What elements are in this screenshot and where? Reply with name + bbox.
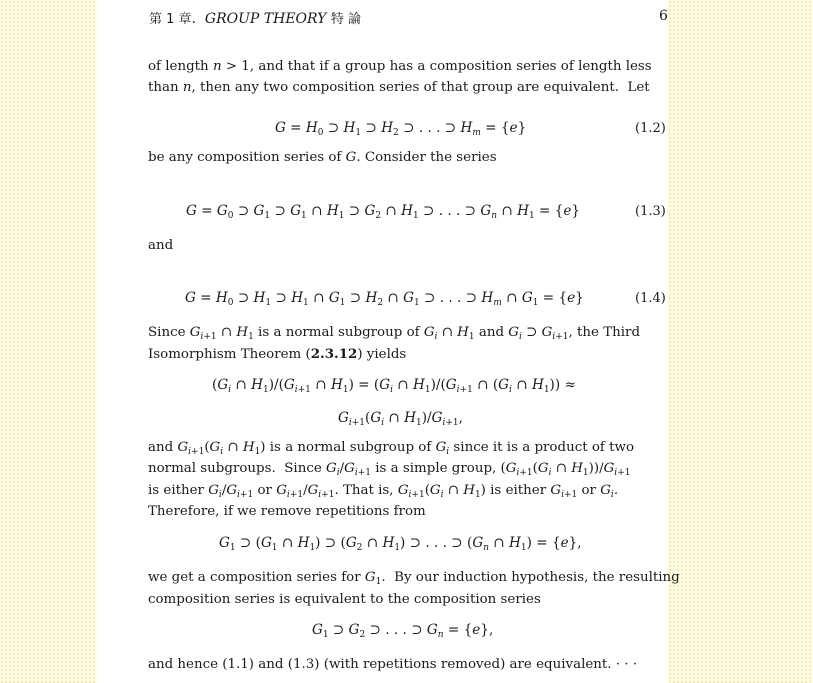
equation: $G_{i+1}(G_i$ ∩ $H_1)/G_{i+1}$, [338, 410, 463, 428]
page-number: 6 [659, 8, 668, 24]
equation: ($G_i$ ∩ $H_1)/(G_{i+1}$ ∩ $H_1) = (G_i$ ∩ $H_1)/(G_{i+1}$ ∩ ($G_i$ ∩ $H_1$)) ≈ [212, 377, 576, 395]
paragraph-line: and $G_{i+1}(G_i$ ∩ $H_1$) is a normal subgroup of $G_i$ since it is a product of two [148, 440, 635, 457]
running-header: 第 1 章. GROUP THEORY 特 論 [149, 11, 361, 27]
paragraph-line: normal subgroups. Since $G_i/G_{i+1}$ is a simple group, ($G_{i+1}(G_i$ ∩ $H_1))/G_{i+1}$ [148, 461, 631, 478]
equation: $G = H_0$ ⊃ $H_1$ ⊃ $H_2$ ⊃ . . . ⊃ $H_m = \{e\}$ [275, 120, 527, 138]
equation: $G_1$ ⊃ ($G_1$ ∩ $H_1$) ⊃ ($G_2$ ∩ $H_1$) ⊃ . . . ⊃ ($G_n$ ∩ $H_1) = \{e\}$, [219, 535, 582, 553]
equation-number: (1.2) [635, 121, 666, 136]
paragraph-line: is either $G_i/G_{i+1}$ or $G_{i+1}/G_{i+1}$. That is, $G_{i+1}(G_i$ ∩ $H_1$) is either $G_{i+1}$ or $G_i$. [148, 483, 619, 500]
paragraph-line: than n, then any two composition series of that group are equivalent. Let [148, 80, 650, 95]
paragraph-text: ) yields [357, 347, 407, 362]
paragraph-line: be any composition series of G. Consider the series [148, 150, 497, 165]
equation: $G = G_0$ ⊃ $G_1$ ⊃ $G_1$ ∩ $H_1$ ⊃ $G_2$ ∩ $H_1$ ⊃ . . . ⊃ $G_n$ ∩ $H_1 = \{e\}$ [186, 203, 581, 221]
document-page [97, 0, 680, 683]
paragraph-line: Therefore, if we remove repetitions from [148, 504, 426, 519]
paragraph-line: of length n > 1, and that if a group has a composition series of length less [148, 59, 652, 74]
equation: $G = H_0$ ⊃ $H_1$ ⊃ $H_1$ ∩ $G_1$ ⊃ $H_2$ ∩ $G_1$ ⊃ . . . ⊃ $H_m$ ∩ $G_1 = \{e\}$ [185, 290, 584, 308]
theorem-reference: 2.3.12 [310, 346, 358, 362]
paragraph-text: Isomorphism Theorem ( [148, 347, 311, 362]
paragraph-line: we get a composition series for $G_1$. By our induction hypothesis, the resulting [148, 570, 680, 587]
paragraph-line: composition series is equivalent to the composition series [148, 592, 541, 607]
paragraph-line: Since $G_{i+1}$ ∩ $H_1$ is a normal subgroup of $G_i$ ∩ $H_1$ and $G_i$ ⊃ $G_{i+1}$, the Third [148, 325, 641, 342]
paragraph-line: and hence (1.1) and (1.3) (with repetitions removed) are equivalent. · · · [148, 657, 638, 672]
equation-number: (1.4) [635, 291, 666, 306]
equation-number: (1.3) [635, 204, 666, 219]
paragraph-line: and [148, 238, 174, 253]
equation: $G_1$ ⊃ $G_2$ ⊃ . . . ⊃ $G_n = \{e\}$, [312, 622, 494, 640]
paragraph-line [148, 344, 406, 365]
